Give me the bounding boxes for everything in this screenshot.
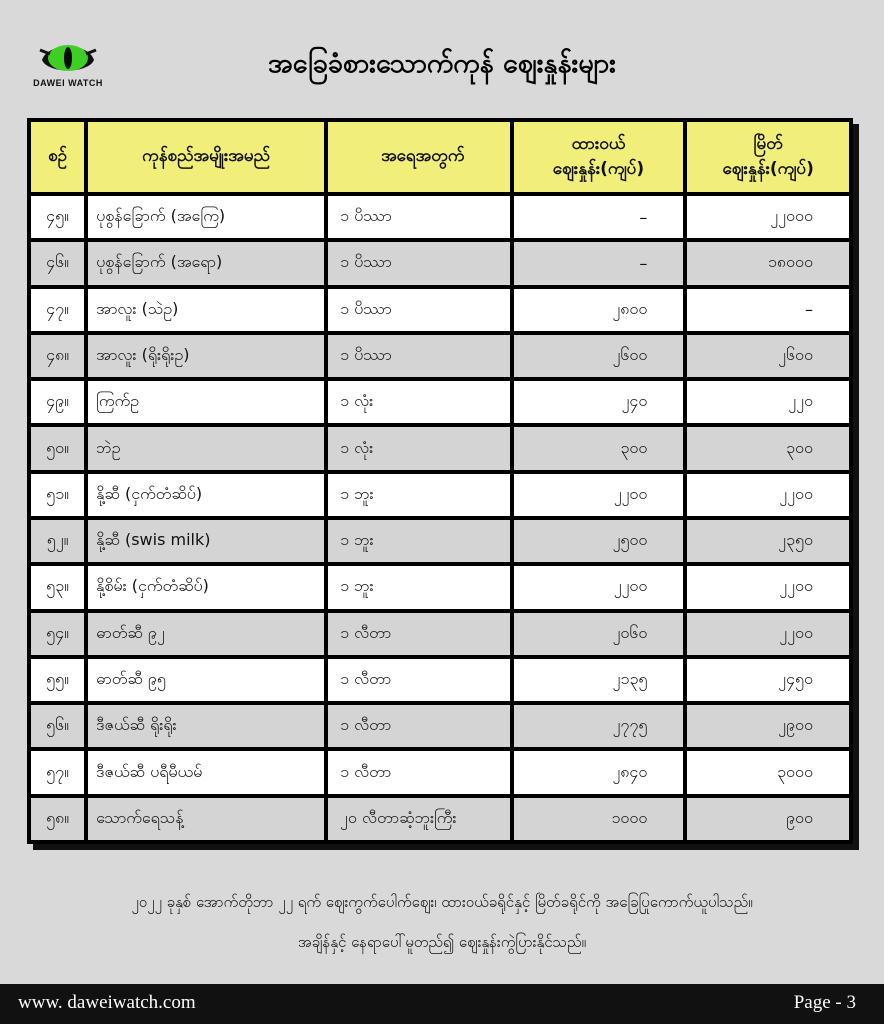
cell-no: ၅၆။ bbox=[31, 705, 84, 747]
header-no: စဉ် bbox=[31, 122, 84, 192]
cell-no: ၄၇။ bbox=[31, 289, 84, 331]
website-link[interactable]: www. daweiwatch.com bbox=[18, 992, 196, 1013]
cell-no: ၅၀။ bbox=[31, 427, 84, 469]
header-name: ကုန်စည်အမျိုးအမည် bbox=[88, 122, 324, 192]
table-row bbox=[31, 520, 849, 562]
cell-name: ပုစွန်ခြောက် (အရော) bbox=[88, 242, 324, 284]
cell-dawei-price: ၂၁၃၅ bbox=[514, 659, 684, 701]
cell-no: ၄၆။ bbox=[31, 242, 84, 284]
cell-dawei-price: ၂၂၀၀ bbox=[514, 566, 684, 608]
footer bbox=[0, 984, 884, 1024]
cell-no: ၅၃။ bbox=[31, 566, 84, 608]
cell-myeik-price: ၂၉၀၀ bbox=[687, 705, 849, 747]
cell-no: ၄၉။ bbox=[31, 381, 84, 423]
table-row bbox=[31, 242, 849, 284]
cell-qty: ၁ ပိဿာ bbox=[328, 335, 510, 377]
cell-no: ၅၂။ bbox=[31, 520, 84, 562]
cell-no: ၅၅။ bbox=[31, 659, 84, 701]
cell-name: ဒီဇယ်ဆီ ပရီမီယမ် bbox=[88, 751, 324, 793]
page-title: အခြေခံစားသောက်ကုန် ဈေးနှုန်းများ bbox=[267, 48, 616, 79]
cell-qty: ၁ ပိဿာ bbox=[328, 242, 510, 284]
table-row bbox=[31, 196, 849, 238]
cell-name: နို့စိမ်း (ငှက်တံဆိပ်) bbox=[88, 566, 324, 608]
table-row bbox=[31, 751, 849, 793]
cell-name: ဘဲဥ bbox=[88, 427, 324, 469]
cell-dawei-price: ၂၂၀၀ bbox=[514, 474, 684, 516]
table-row bbox=[31, 474, 849, 516]
cell-myeik-price: ၂၂၀၀၀ bbox=[687, 196, 849, 238]
cell-dawei-price: ၂၆၀၀ bbox=[514, 335, 684, 377]
cell-no: ၅၄။ bbox=[31, 613, 84, 655]
cell-name: ဓာတ်ဆီ ၉၅ bbox=[88, 659, 324, 701]
table-row bbox=[31, 613, 849, 655]
cell-qty: ၁ ဘူး bbox=[328, 566, 510, 608]
cell-name: ဓာတ်ဆီ ၉၂ bbox=[88, 613, 324, 655]
table-header-row bbox=[31, 122, 849, 192]
cell-no: ၄၅။ bbox=[31, 196, 84, 238]
cell-myeik-price: ၂၃၅၀ bbox=[687, 520, 849, 562]
cell-dawei-price: ၂၄၀ bbox=[514, 381, 684, 423]
table-row bbox=[31, 659, 849, 701]
cell-qty: ၁ ပိဿာ bbox=[328, 289, 510, 331]
table-row bbox=[31, 381, 849, 423]
cell-qty: ၁ လီတာ bbox=[328, 705, 510, 747]
cell-name: ကြက်ဥ bbox=[88, 381, 324, 423]
table-row bbox=[31, 566, 849, 608]
cell-dawei-price: ၂၀၆၀ bbox=[514, 613, 684, 655]
cell-myeik-price: ၃၀၀၀ bbox=[687, 751, 849, 793]
cell-dawei-price: ၁၀၀၀ bbox=[514, 798, 684, 840]
cell-qty: ၁ လုံး bbox=[328, 381, 510, 423]
cell-myeik-price: – bbox=[687, 289, 849, 331]
cell-qty: ၁ ပိဿာ bbox=[328, 196, 510, 238]
cell-qty: ၁ လီတာ bbox=[328, 659, 510, 701]
page-number: Page - 3 bbox=[793, 992, 856, 1013]
note-line-1: ၂၀၂၂ ခုနှစ် အောက်တိုဘာ ၂၂ ရက် ဈေးကွက်ပေါက်ဈေး၊ ထားဝယ်ခရိုင်နှင့် မြိတ်ခရိုင်ကို အခြေပြုကောက်ယူပါသည်။ bbox=[131, 893, 753, 911]
cell-name: အာလူး (ရိုးရိုးဥ) bbox=[88, 335, 324, 377]
cell-myeik-price: ၃၀၀ bbox=[687, 427, 849, 469]
cell-name: ပုစွန်ခြောက် (အကြေ) bbox=[88, 196, 324, 238]
cell-dawei-price: ၂၅၀၀ bbox=[514, 520, 684, 562]
cell-myeik-price: ၂၂၀၀ bbox=[687, 474, 849, 516]
table-row bbox=[31, 427, 849, 469]
cell-name: နို့ဆီ (ငှက်တံဆိပ်) bbox=[88, 474, 324, 516]
cell-qty: ၁ လီတာ bbox=[328, 613, 510, 655]
cell-no: ၅၁။ bbox=[31, 474, 84, 516]
cell-dawei-price: ၃၀၀ bbox=[514, 427, 684, 469]
table-row bbox=[31, 335, 849, 377]
header-qty: အရေအတွက် bbox=[328, 122, 510, 192]
cell-name: သောက်ရေသန့် bbox=[88, 798, 324, 840]
cell-name: အာလူး (သဲဥ) bbox=[88, 289, 324, 331]
table-row bbox=[31, 705, 849, 747]
cell-qty: ၁ ဘူး bbox=[328, 474, 510, 516]
cell-qty: ၁ လုံး bbox=[328, 427, 510, 469]
cell-name: နို့ဆီ (swis milk) bbox=[88, 520, 324, 562]
table-row bbox=[31, 289, 849, 331]
cell-no: ၅၈။ bbox=[31, 798, 84, 840]
cell-no: ၅၇။ bbox=[31, 751, 84, 793]
cell-myeik-price: ၂၂၀၀ bbox=[687, 566, 849, 608]
cell-myeik-price: ၂၂၀၀ bbox=[687, 613, 849, 655]
price-table bbox=[27, 118, 853, 844]
logo-text: DAWEI WATCH bbox=[33, 78, 103, 88]
cell-no: ၄၈။ bbox=[31, 335, 84, 377]
cell-dawei-price: – bbox=[514, 242, 684, 284]
cell-qty: ၁ ဘူး bbox=[328, 520, 510, 562]
cell-myeik-price: ၂၂၀ bbox=[687, 381, 849, 423]
cell-name: ဒီဇယ်ဆီ ရိုးရိုး bbox=[88, 705, 324, 747]
cell-myeik-price: ၉၀၀ bbox=[687, 798, 849, 840]
cell-qty: ၁ လီတာ bbox=[328, 751, 510, 793]
note-line-2: အချိန်နှင့် နေရာပေါ်မူတည်၍ ဈေးနှုန်းကွဲပြားနိုင်သည်။ bbox=[297, 933, 587, 951]
header-myeik-price: မြိတ် ဈေးနှုန်း(ကျပ်) bbox=[687, 122, 849, 192]
cell-myeik-price: ၂၆၀၀ bbox=[687, 335, 849, 377]
cell-myeik-price: ၂၄၅၀ bbox=[687, 659, 849, 701]
table-row bbox=[31, 798, 849, 840]
cell-dawei-price: ၂၇၇၅ bbox=[514, 705, 684, 747]
cell-myeik-price: ၁၈၀၀၀ bbox=[687, 242, 849, 284]
cell-qty: ၂၀ လီတာဆံ့ဘူးကြီး bbox=[328, 798, 510, 840]
header-dawei-price: ထားဝယ် ဈေးနှုန်း(ကျပ်) bbox=[514, 122, 684, 192]
cell-dawei-price: – bbox=[514, 196, 684, 238]
cell-dawei-price: ၂၈၄၀ bbox=[514, 751, 684, 793]
cell-dawei-price: ၂၈၀၀ bbox=[514, 289, 684, 331]
notes bbox=[0, 882, 884, 962]
